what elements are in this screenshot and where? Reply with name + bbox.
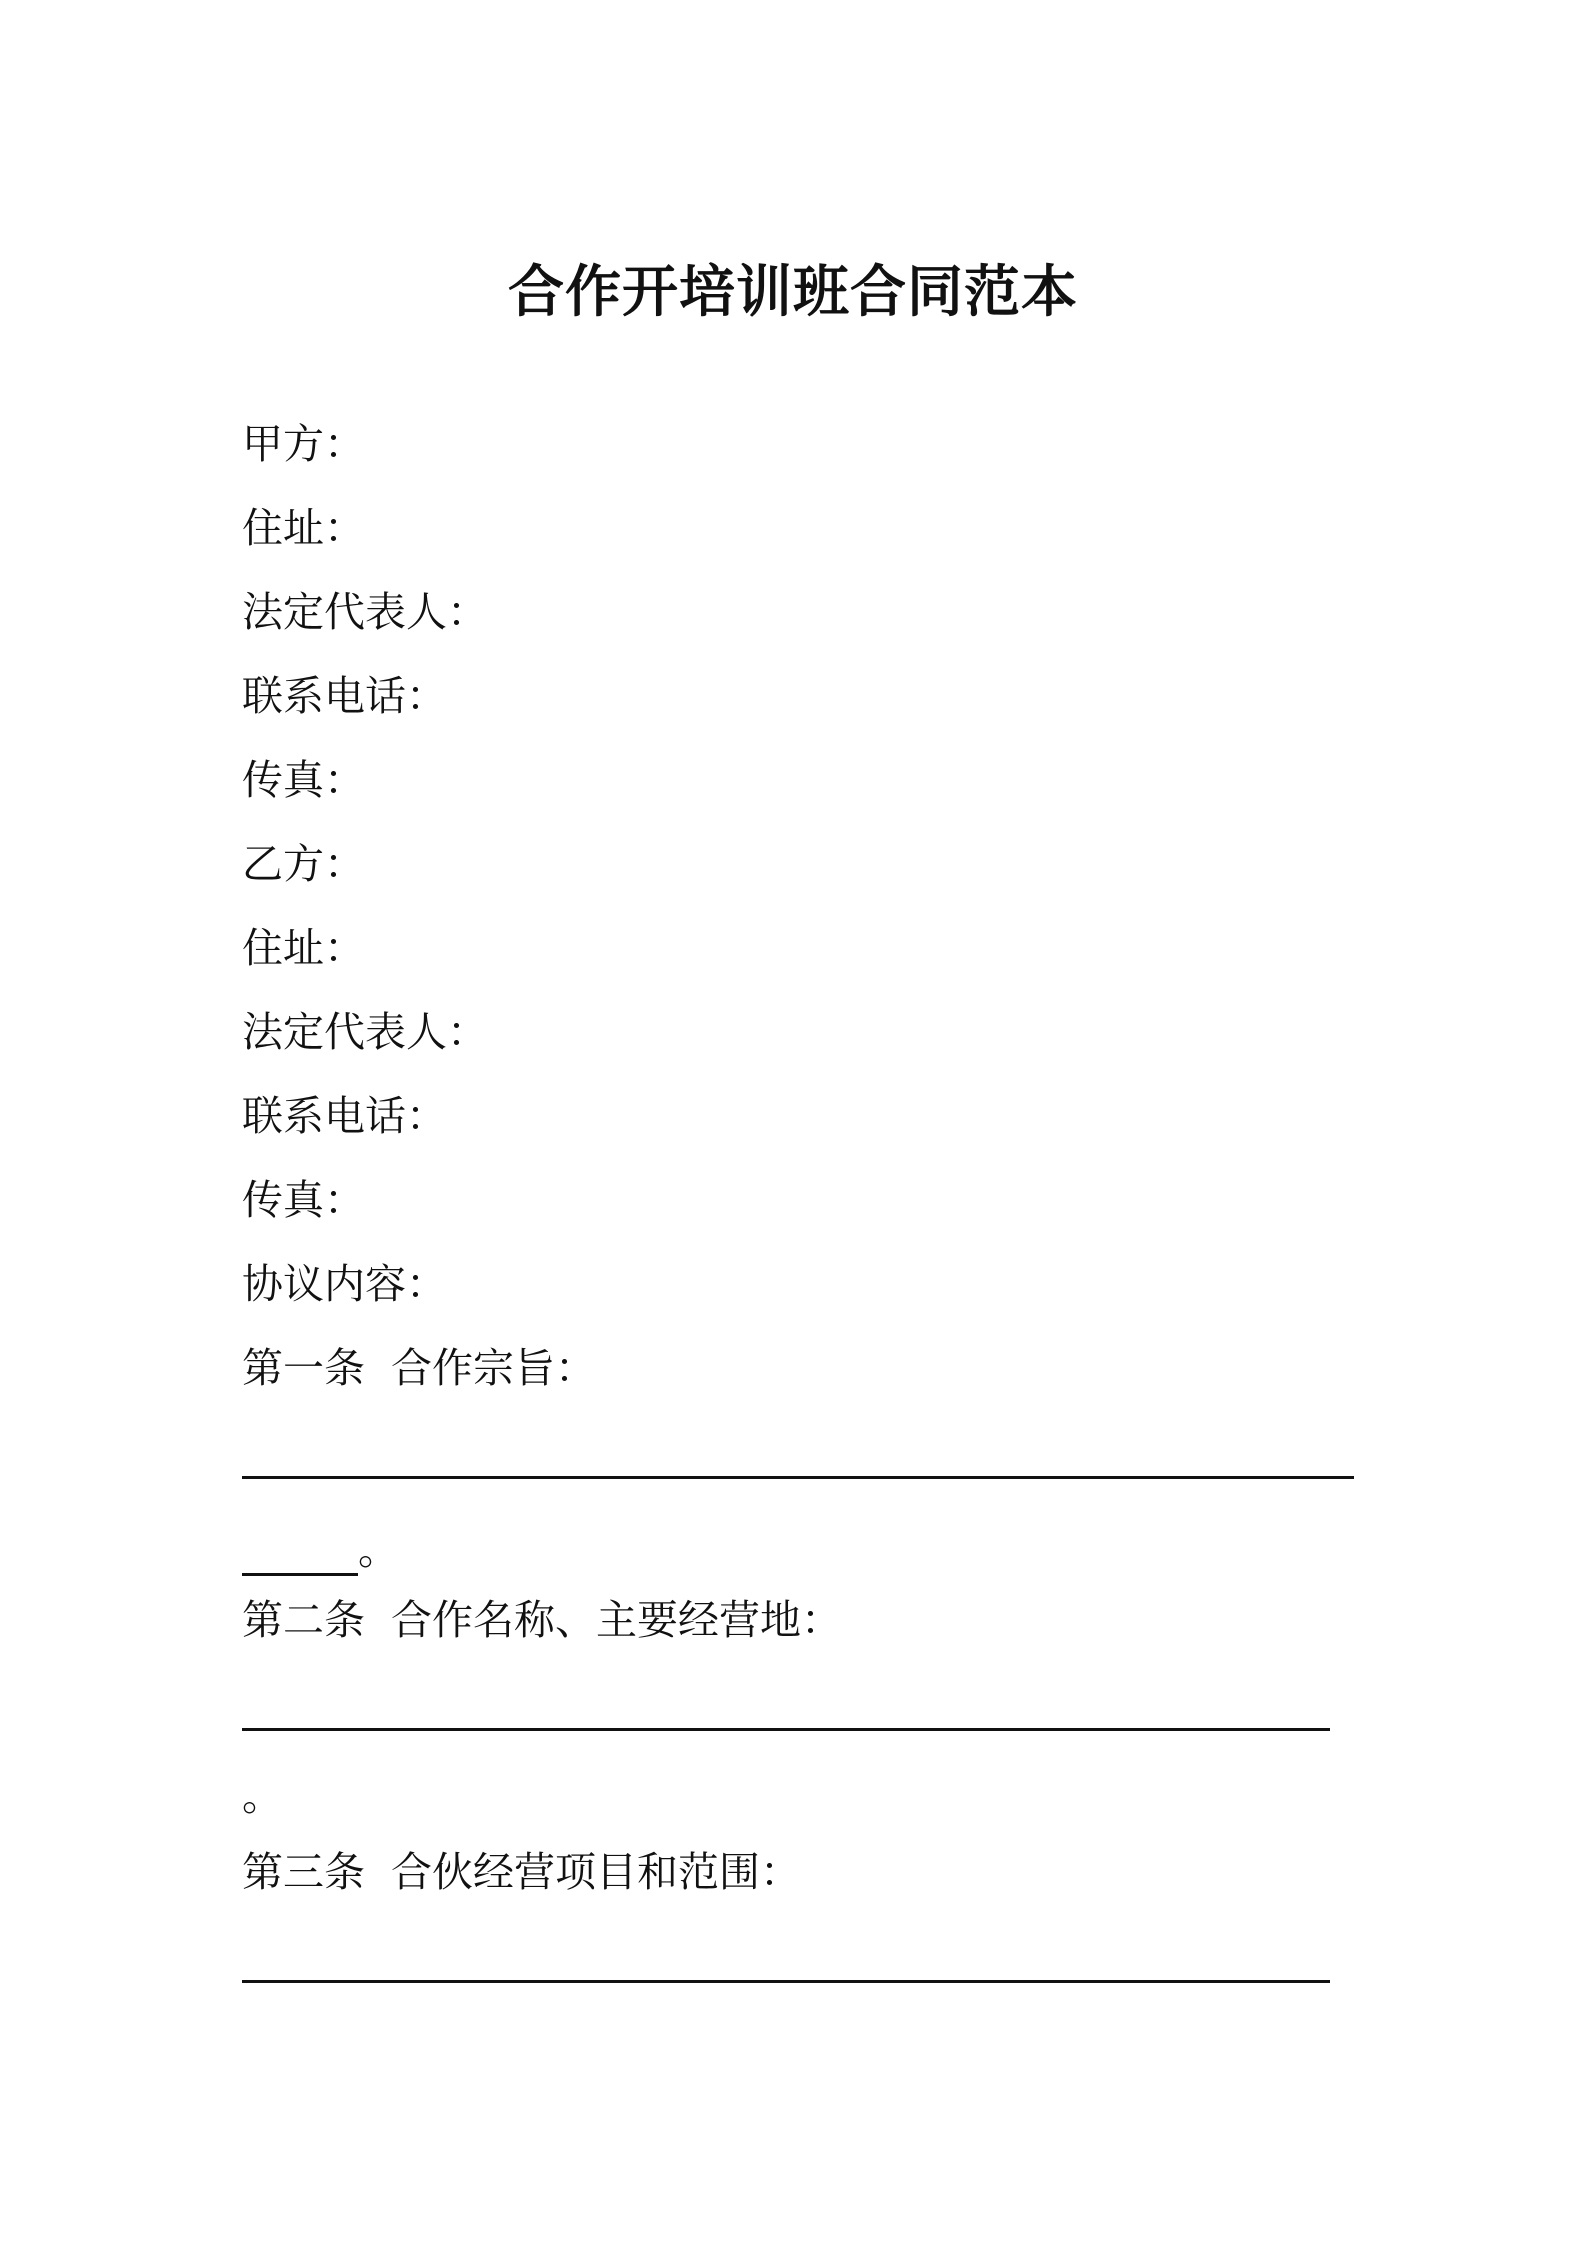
article-3-title: 合伙经营项目和范围：: [391, 1848, 801, 1896]
agreement-label: 协议内容：: [242, 1260, 447, 1308]
party-a-label: 甲方：: [242, 420, 365, 468]
party-b-address-label: 住址：: [242, 924, 365, 972]
article-3-fill-line: [242, 1980, 1330, 1983]
party-b-fax-label: 传真：: [242, 1176, 365, 1224]
party-a-fax-label: 传真：: [242, 756, 365, 804]
party-b-phone-label: 联系电话：: [242, 1092, 447, 1140]
party-b-label: 乙方：: [242, 840, 365, 888]
article-2-number: 第二条: [242, 1596, 365, 1644]
article-2-end-mark: 。: [242, 1772, 283, 1820]
article-1-number: 第一条: [242, 1344, 365, 1392]
article-1-end: [242, 1524, 399, 1576]
article-1-title: 合作宗旨：: [391, 1344, 596, 1392]
article-2-title: 合作名称、主要经营地：: [391, 1596, 842, 1644]
article-1-end-mark: 。: [358, 1526, 399, 1574]
article-1-heading: [242, 1342, 596, 1394]
party-a-phone-label: 联系电话：: [242, 672, 447, 720]
party-b-rep-label: 法定代表人：: [242, 1008, 488, 1056]
article-3-heading: [242, 1846, 801, 1898]
article-1-fill-line-end: [242, 1573, 358, 1576]
article-3-number: 第三条: [242, 1848, 365, 1896]
document-title: 合作开培训班合同范本: [508, 260, 1078, 325]
party-a-rep-label: 法定代表人：: [242, 588, 488, 636]
article-1-fill-line: [242, 1476, 1354, 1479]
article-2-heading: [242, 1594, 842, 1646]
party-a-address-label: 住址：: [242, 504, 365, 552]
article-2-fill-line: [242, 1728, 1330, 1731]
